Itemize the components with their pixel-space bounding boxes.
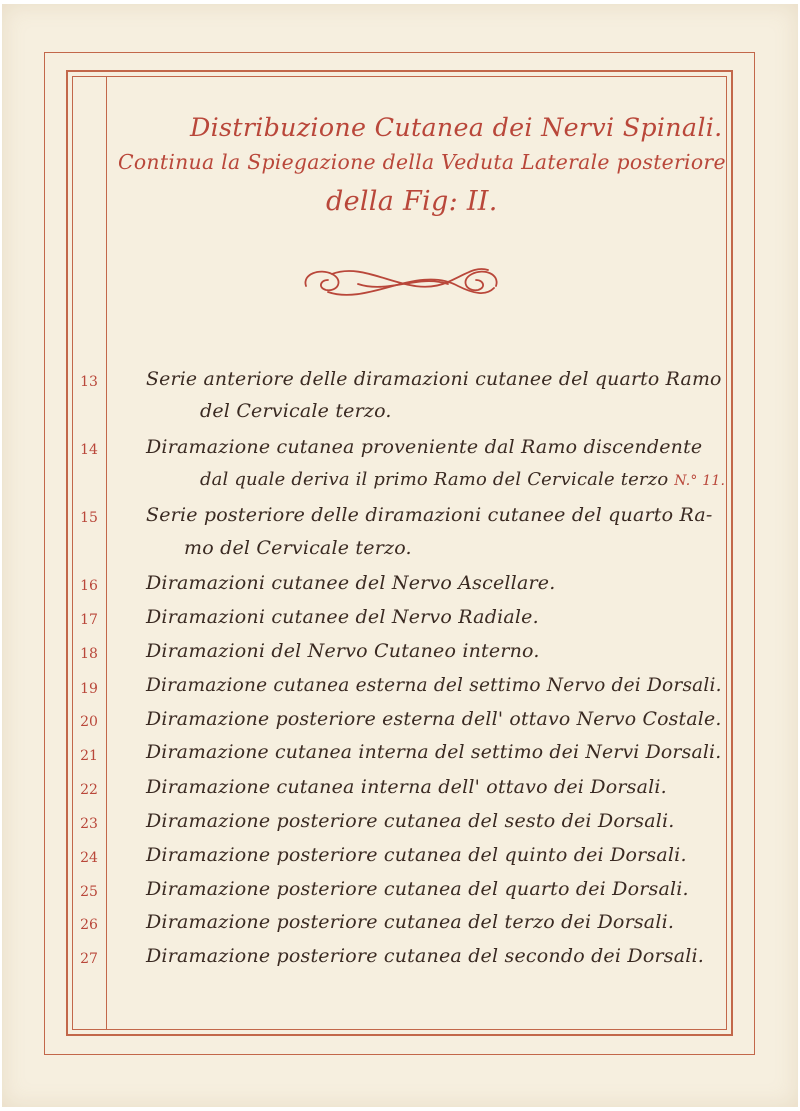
entry-number: 13 xyxy=(80,374,98,390)
entry-number: 26 xyxy=(80,917,98,933)
entry-number: 17 xyxy=(80,612,98,628)
entry-text-continuation: del Cervicale terzo. xyxy=(200,400,392,422)
entry-number: 16 xyxy=(80,578,98,594)
page-subtitle: Continua la Spiegazione della Veduta Laterale posteriore xyxy=(118,150,726,174)
margin-rule xyxy=(106,76,107,1030)
entry-number: 22 xyxy=(80,782,98,798)
entry-text: Diramazioni cutanee del Nervo Radiale. xyxy=(146,606,539,628)
entry-text: Diramazione posteriore cutanea del quarto dei Dorsali. xyxy=(146,878,689,900)
entry-text: Diramazione posteriore cutanea del secondo dei Dorsali. xyxy=(146,945,705,967)
entry-text: Diramazione posteriore esterna dell' ottavo Nervo Costale. xyxy=(146,708,722,730)
entry-text: Diramazione cutanea interna del settimo dei Nervi Dorsali. xyxy=(146,742,722,763)
page-title: Distribuzione Cutanea dei Nervi Spinali. xyxy=(190,112,723,142)
entry-number: 21 xyxy=(80,748,98,764)
entry-text: Diramazione cutanea interna dell' ottavo dei Dorsali. xyxy=(146,776,667,798)
entry-text: Diramazioni del Nervo Cutaneo interno. xyxy=(146,640,540,662)
entry-text: Diramazione posteriore cutanea del sesto dei Dorsali. xyxy=(146,810,675,832)
page-subtitle-figure: della Fig: II. xyxy=(326,186,498,217)
ornamental-flourish-icon xyxy=(298,256,504,312)
entry-text: Serie posteriore delle diramazioni cutanee del quarto Ra- xyxy=(146,504,713,526)
figure-reference: N.° 11. xyxy=(674,473,726,489)
entry-text: Diramazione posteriore cutanea del terzo dei Dorsali. xyxy=(146,911,675,933)
entry-number: 18 xyxy=(80,646,98,662)
entry-text-continuation: mo del Cervicale terzo. xyxy=(184,537,412,559)
entry-text: Diramazione cutanea esterna del settimo Nervo dei Dorsali. xyxy=(146,675,722,696)
entry-number: 24 xyxy=(80,850,98,866)
entry-text-continuation xyxy=(200,469,725,490)
entry-text: Diramazione cutanea proveniente dal Ramo discendente xyxy=(146,436,703,458)
entry-number: 14 xyxy=(80,442,98,458)
entry-number: 19 xyxy=(80,681,98,697)
entry-text-continuation-main: dal quale deriva il primo Ramo del Cervicale terzo xyxy=(200,469,669,490)
entry-text: Diramazione posteriore cutanea del quinto dei Dorsali. xyxy=(146,844,687,866)
entry-text: Serie anteriore delle diramazioni cutanee del quarto Ramo xyxy=(146,368,722,390)
entry-number: 20 xyxy=(80,714,98,730)
entry-number: 27 xyxy=(80,951,98,967)
entry-number: 23 xyxy=(80,816,98,832)
entry-text: Diramazioni cutanee del Nervo Ascellare. xyxy=(146,572,556,594)
entry-number: 25 xyxy=(80,884,98,900)
entry-number: 15 xyxy=(80,510,98,526)
